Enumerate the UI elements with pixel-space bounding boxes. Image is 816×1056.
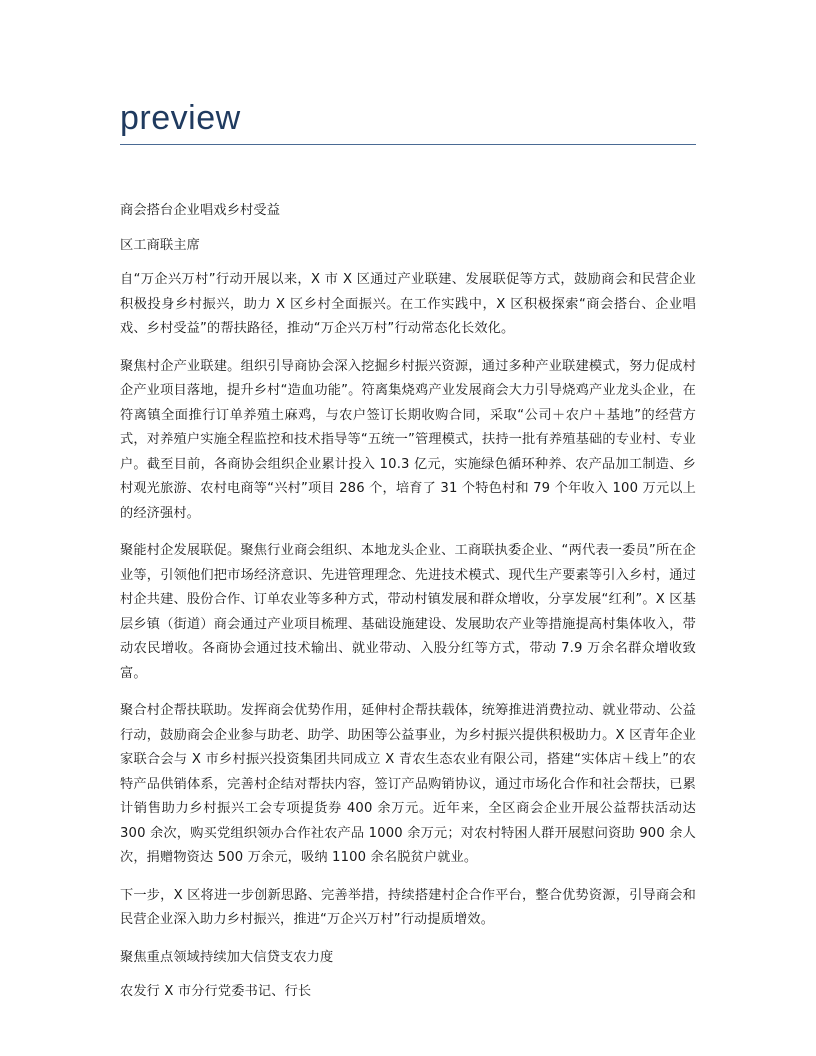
paragraph-assistance: 聚合村企帮扶联助。发挥商会优势作用，延伸村企帮扶载体，统筹推进消费拉动、就业带动、公益行动，鼓励商会企业参与助老、助学、助困等公益事业，为乡村振兴提供积极助力。X 区青年企业家联合会与 X 市乡村振兴投资集团共同成立 X 青农生态农业有限公司，搭建“实体店＋线上”的农特产品供销体系，完善村企结对帮扶内容，签订产品购销协议，通过市场化合作和社会帮扶，已累计销售助力乡村振兴工会专项提货券 400 余万元。近年来，全区商会企业开展公益帮扶活动达 300 余次，购买党组织领办合作社农产品 1000 余万元；对农村特困人群开展慰问资助 900 余人次，捐赠物资达 500 万余元，吸纳 1100 余名脱贫户就业。 bbox=[120, 703, 696, 865]
page-title: preview bbox=[120, 99, 241, 137]
article-title: 商会搭台企业唱戏乡村受益 bbox=[120, 203, 281, 218]
author-line: 区工商联主席 bbox=[120, 237, 201, 253]
title-divider bbox=[120, 144, 696, 145]
paragraph-development: 聚能村企发展联促。聚焦行业商会组织、本地龙头企业、工商联执委企业、“两代表一委员”所在企业等，引领他们把市场经济意识、先进管理理念、先进技术模式、现代生产要素等引入乡村，通过村企共建、股份合作、订单农业等多种方式，带动村镇发展和群众增收，分享发展“红利”。X 区基层乡镇（街道）商会通过产业项目梳理、基础设施建设、发展助农产业等措施提高村集体收入，带动农民增收。各商协会通过技术输出、就业带动、入股分红等方式，带动 7.9 万余名群众增收致富。 bbox=[120, 543, 696, 681]
paragraph-intro: 自“万企兴万村”行动开展以来，X 市 X 区通过产业联建、发展联促等方式，鼓励商会和民营企业积极投身乡村振兴，助力 X 区乡村全面振兴。在工作实践中，X 区积极探索“商会搭台、企业唱戏、乡村受益”的帮扶路径，推动“万企兴万村”行动常态化长效化。 bbox=[120, 272, 696, 336]
document-body bbox=[120, 199, 696, 1005]
second-author-line: 农发行 X 市分行党委书记、行长 bbox=[120, 984, 312, 999]
document-page bbox=[120, 0, 696, 1015]
paragraph-industry-joint: 聚焦村企产业联建。组织引导商协会深入挖掘乡村振兴资源，通过多种产业联建模式，努力促成村企产业项目落地，提升乡村“造血功能”。符离集烧鸡产业发展商会大力引导烧鸡产业龙头企业，在符离镇全面推行订单养殖土麻鸡，与农户签订长期收购合同，采取“公司＋农户＋基地”的经营方式，对养殖户实施全程监控和技术指导等“五统一”管理模式，扶持一批有养殖基础的专业村、专业户。截至目前，各商协会组织企业累计投入 10.3 亿元，实施绿色循环种养、农产品加工制造、乡村观光旅游、农村电商等“兴村”项目 286 个，培育了 31 个特色村和 79 个年收入 100 万元以上的经济强村。 bbox=[120, 358, 696, 521]
second-article-title: 聚焦重点领域持续加大信贷支农力度 bbox=[120, 949, 334, 965]
paragraph-next-step: 下一步，X 区将进一步创新思路、完善举措，持续搭建村企合作平台，整合优势资源，引导商会和民营企业深入助力乡村振兴，推进“万企兴万村”行动提质增效。 bbox=[120, 887, 696, 927]
